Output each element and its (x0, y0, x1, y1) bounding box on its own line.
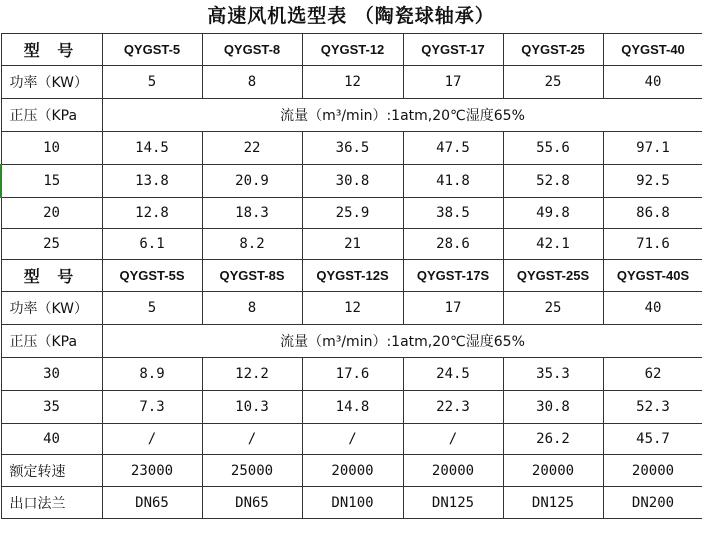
section1-flow-row (1, 229, 702, 260)
flange-value-cell: DN125 (503, 487, 603, 519)
flow-value-cell: 36.5 (302, 132, 403, 165)
flange-value-cell: DN100 (302, 487, 403, 519)
pressure-label: 正压（KPa (1, 325, 102, 358)
flow-value-cell: 22.3 (403, 391, 503, 424)
pressure-label: 正压（KPa (1, 99, 102, 132)
model-header-label: 型 号 (1, 34, 102, 66)
pressure-value-cell: 40 (1, 424, 102, 455)
speed-value-cell: 20000 (302, 455, 403, 487)
section1-power-row (1, 66, 702, 99)
model-name-cell: QYGST-5S (102, 260, 202, 292)
flow-value-cell: 26.2 (503, 424, 603, 455)
flow-value-cell: 8.2 (202, 229, 302, 260)
flow-value-cell: 49.8 (503, 198, 603, 229)
flow-value-cell: 6.1 (102, 229, 202, 260)
flow-value-cell: 25.9 (302, 198, 403, 229)
flow-value-cell: / (403, 424, 503, 455)
flow-value-cell: / (102, 424, 202, 455)
power-value-cell: 40 (603, 66, 702, 99)
section1-flow-row (1, 165, 702, 198)
flow-value-cell: 14.8 (302, 391, 403, 424)
power-value-cell: 25 (503, 292, 603, 325)
power-value-cell: 25 (503, 66, 603, 99)
flow-value-cell: 12.2 (202, 358, 302, 391)
flow-value-cell: 52.8 (503, 165, 603, 198)
flow-note: 流量（m³/min）:1atm,20℃湿度65% (102, 325, 702, 358)
model-name-cell: QYGST-25 (503, 34, 603, 66)
power-label: 功率（KW） (1, 66, 102, 99)
section2-flow-row (1, 358, 702, 391)
flow-value-cell: 8.9 (102, 358, 202, 391)
power-value-cell: 8 (202, 66, 302, 99)
power-value-cell: 5 (102, 292, 202, 325)
speed-value-cell: 20000 (403, 455, 503, 487)
page-title: 高速风机选型表 （陶瓷球轴承） (207, 5, 495, 27)
flow-value-cell: 62 (603, 358, 702, 391)
flow-value-cell: 71.6 (603, 229, 702, 260)
section2-flow-row (1, 424, 702, 455)
flow-value-cell: 41.8 (403, 165, 503, 198)
pressure-value-cell: 35 (1, 391, 102, 424)
flow-value-cell: 42.1 (503, 229, 603, 260)
flow-value-cell: 28.6 (403, 229, 503, 260)
pressure-value-cell: 10 (1, 132, 102, 165)
flow-value-cell: 18.3 (202, 198, 302, 229)
flow-value-cell: 21 (302, 229, 403, 260)
model-header-label: 型 号 (1, 260, 102, 292)
section2-model-row (1, 260, 702, 292)
model-name-cell: QYGST-17S (403, 260, 503, 292)
power-value-cell: 5 (102, 66, 202, 99)
fan-selection-table (0, 33, 702, 519)
flow-value-cell: / (202, 424, 302, 455)
flow-value-cell: 38.5 (403, 198, 503, 229)
section1-flow-row (1, 198, 702, 229)
section2-power-row (1, 292, 702, 325)
model-name-cell: QYGST-25S (503, 260, 603, 292)
speed-value-cell: 25000 (202, 455, 302, 487)
model-name-cell: QYGST-8S (202, 260, 302, 292)
model-name-cell: QYGST-17 (403, 34, 503, 66)
flow-value-cell: 92.5 (603, 165, 702, 198)
power-value-cell: 8 (202, 292, 302, 325)
speed-row (1, 455, 702, 487)
power-label: 功率（KW） (1, 292, 102, 325)
speed-label: 额定转速 (1, 455, 102, 487)
flow-value-cell: / (302, 424, 403, 455)
model-name-cell: QYGST-12S (302, 260, 403, 292)
flow-value-cell: 55.6 (503, 132, 603, 165)
flow-value-cell: 10.3 (202, 391, 302, 424)
power-value-cell: 17 (403, 292, 503, 325)
flow-value-cell: 24.5 (403, 358, 503, 391)
flange-value-cell: DN65 (102, 487, 202, 519)
section1-flow-row (1, 132, 702, 165)
power-value-cell: 40 (603, 292, 702, 325)
flange-row (1, 487, 702, 519)
flow-value-cell: 97.1 (603, 132, 702, 165)
section1-pressure-header-row (1, 99, 702, 132)
model-name-cell: QYGST-40 (603, 34, 702, 66)
flow-value-cell: 7.3 (102, 391, 202, 424)
speed-value-cell: 20000 (503, 455, 603, 487)
flow-value-cell: 47.5 (403, 132, 503, 165)
flow-value-cell: 52.3 (603, 391, 702, 424)
flow-value-cell: 20.9 (202, 165, 302, 198)
flow-value-cell: 86.8 (603, 198, 702, 229)
section1-model-row (1, 34, 702, 66)
power-value-cell: 12 (302, 66, 403, 99)
flange-value-cell: DN65 (202, 487, 302, 519)
flow-value-cell: 17.6 (302, 358, 403, 391)
model-name-cell: QYGST-5 (102, 34, 202, 66)
model-name-cell: QYGST-12 (302, 34, 403, 66)
pressure-value-cell: 15 (1, 165, 102, 198)
section2-pressure-header-row (1, 325, 702, 358)
flow-value-cell: 30.8 (302, 165, 403, 198)
model-name-cell: QYGST-40S (603, 260, 702, 292)
flow-value-cell: 22 (202, 132, 302, 165)
flange-label: 出口法兰 (1, 487, 102, 519)
flow-value-cell: 14.5 (102, 132, 202, 165)
flow-value-cell: 12.8 (102, 198, 202, 229)
model-name-cell: QYGST-8 (202, 34, 302, 66)
flow-value-cell: 45.7 (603, 424, 702, 455)
flow-note: 流量（m³/min）:1atm,20℃湿度65% (102, 99, 702, 132)
flow-value-cell: 13.8 (102, 165, 202, 198)
power-value-cell: 12 (302, 292, 403, 325)
speed-value-cell: 23000 (102, 455, 202, 487)
flow-value-cell: 30.8 (503, 391, 603, 424)
pressure-value-cell: 30 (1, 358, 102, 391)
flow-value-cell: 35.3 (503, 358, 603, 391)
pressure-value-cell: 25 (1, 229, 102, 260)
flange-value-cell: DN200 (603, 487, 702, 519)
flange-value-cell: DN125 (403, 487, 503, 519)
power-value-cell: 17 (403, 66, 503, 99)
speed-value-cell: 20000 (603, 455, 702, 487)
section2-flow-row (1, 391, 702, 424)
pressure-value-cell: 20 (1, 198, 102, 229)
